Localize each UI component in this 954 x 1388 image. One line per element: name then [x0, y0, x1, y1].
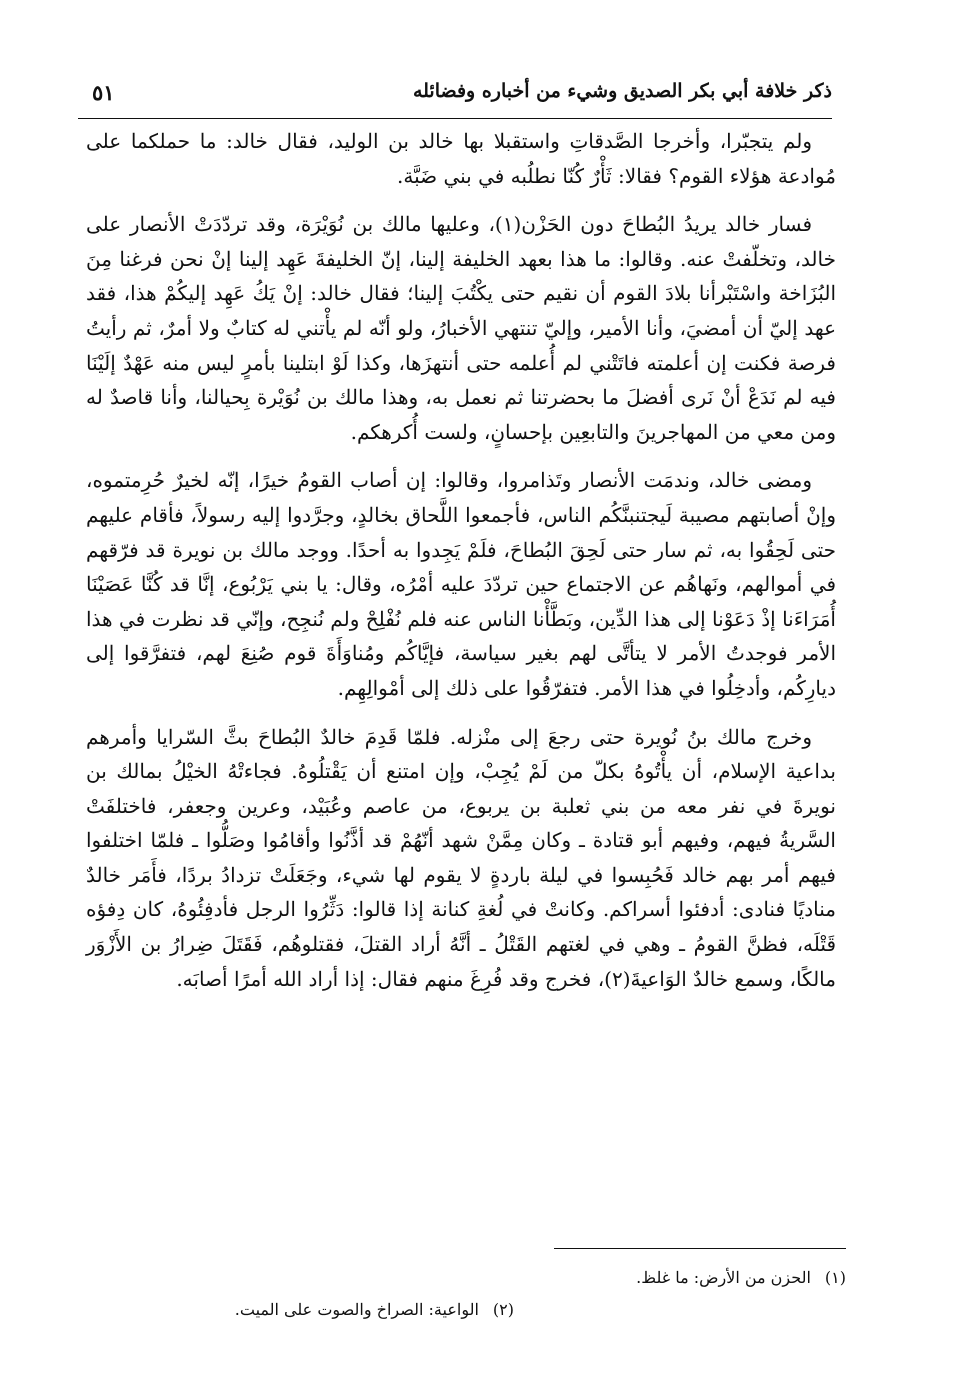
footnote-separator	[554, 1248, 846, 1249]
footnote-text: الحزن من الأرض: ما غلظ.	[636, 1268, 811, 1287]
footnote-number: (٢)	[492, 1300, 514, 1319]
footnote	[636, 1268, 846, 1287]
page-number: ٥١	[92, 80, 115, 105]
paragraph: ولم يتجبّرا، وأخرجا الصَّدقاتِ واستقبلا بها خالد بن الوليد، فقال خالد: ما حملكما على مُوادعة هؤلاء القوم؟ فقالا: ثَأْرٌ كُنّا نطلُبه في بني ضَبَّة.	[86, 129, 836, 188]
footnote	[235, 1300, 514, 1319]
footnotes	[120, 1268, 846, 1338]
body-text	[86, 124, 836, 1010]
paragraph: ومضى خالد، وندمَت الأنصار وتَذامروا، وقالوا: إن أصاب القومُ خيرًا، إنّه لخيرٌ حُرِمتموه، وإنْ أصابتهم مصيبة لَيجتنبنَّكُم الناس، فأجمعوا اللَّحاق بخالدٍ، وجرَّدوا إليه رسولاً، فأقام عليهم حتى لَحِقُوا به، ثم سار حتى لَحِقَ البُطاحَ، فلَمْ يَجِدوا به أحدًا. ووجد مالك بن نويرة قد فرّقهم في أموالهم، ونَهاهُم عن الاجتماع حين تردّدَ عليه أمْرُه، وقال: يا بني يَرْبُوع، إنَّا قد كُنَّا عَصَيْنَا أُمَرَاءَنا إذْ دَعَوْنا إلى هذا الدِّين، وبَطَّأْنا الناس عنه فلم نُفْلِحْ ولم نُنجِح، وإنّي قد نظرت في هذا الأمر فوجدتُ الأمر لا يتأتَّى لهم بغير سياسة، فإيَّاكُم ومُناوَأَةَ قوم صُنِعَ لهم، فتفرَّقوا إلى ديارِكُم، وأدخِلُوا في هذا الأمر. فتفرّقُوا على ذلك إلى أمْوالِهِم.	[86, 468, 836, 700]
paragraph: فسار خالد يريدُ البُطاحَ دون الحَزْن(١)، وعليها مالك بن نُوَيْرَة، وقد تردّدَتْ الأنصار على خالد، وتخلّفتْ عنه. وقالوا: ما هذا بعهد الخليفة إلينا، إنّ الخليفةَ عَهِد إلينا إنْ نحن فرغنا مِنَ البُزَاخة واسْتَبْرأنا بلادَ القوم أن نقيم حتى يكْتُبَ إلينا؛ فقال خالد: إنْ يَكُ عَهِد إليكُمْ هذا، فقد عهد إليّ أن أمضيَ، وأنا الأمير، وإليّ تنتهي الأخبارُ، ولو أنّه لم يأْتني له كتابٌ ولا أمرٌ، ثم رأيتُ فرصة فكنت إن أعلمته فاتَتْني لم أُعلمه حتى أنتهزَها، وكذا لَوْ ابتلينا بأمرٍ ليس منه عَهْدٌ إلَيْنَا فيه لم نَدَعْ أنْ نَرى أفضلَ ما بحضرتنا ثم نعمل به، وهذا مالك بن نُوَيْرة بِحيالنا، وأنا قاصدٌ له ومن معي من المهاجرينَ والتابعِين بإحسانٍ، ولست أُكرهكم.	[86, 212, 836, 444]
footnote-text: الواعية: الصراخ والصوت على الميت.	[234, 1300, 479, 1319]
paragraph: وخرج مالك بنُ نُويرة حتى رجعَ إلى منْزله. فلمّا قَدِمَ خالدٌ البُطاحَ بثَّ السّرايا وأمرهم بداعية الإسلام، أن يأْتُوهُ بكلّ من لَمْ يُجِبْ، وإن امتنع أن يَقْتلُوهُ. فجاءتْهُ الخيْلُ بمالك بن نويرةَ في نفر معه من بني ثعلبة بن يربوع، من عاصم وعُبَيْد، وعرين وجعفر، فاختلفَتْ السَّريةُ فيهم، وفيهم أبو قتادة ـ وكان مِمَّنْ شهد أنّهُمْ قد أذَّنُوا وأقامُوا وصَلُّوا ـ فلمّا اختلفوا فيهم أمر بهم خالد فَحُبِسوا في ليلة باردةٍ لا يقوم لها شيء، وجَعَلَتْ تزدادُ بردًا، فأَمَر خالدٌ مناديًا فنادى: أدفئوا أسراكم. وكانتْ في لُغةِ كنانة إذا قالوا: دَثِّرُوا الرجل فأدفِئُوهُ، كان دِفؤه قَتْلَه، فظنَّ القومُ ـ وهي في لغتهم القَتْلُ ـ أنَّهُ أراد القتلَ، فقتلوهُم، فَقَتَلَ ضِرارُ بن الأَزْوَر مالكًا، وسمع خالدٌ الوَاعيةَ(٢)، فخرج وقد فُرِغَ منهم فقال: إذا أراد الله أمرًا أصابَه.	[86, 724, 836, 991]
footnote-number: (١)	[824, 1268, 846, 1287]
page-header	[78, 72, 832, 119]
running-title: ذكر خلافة أبي بكر الصديق وشيء من أخباره وفضائله	[412, 80, 832, 102]
